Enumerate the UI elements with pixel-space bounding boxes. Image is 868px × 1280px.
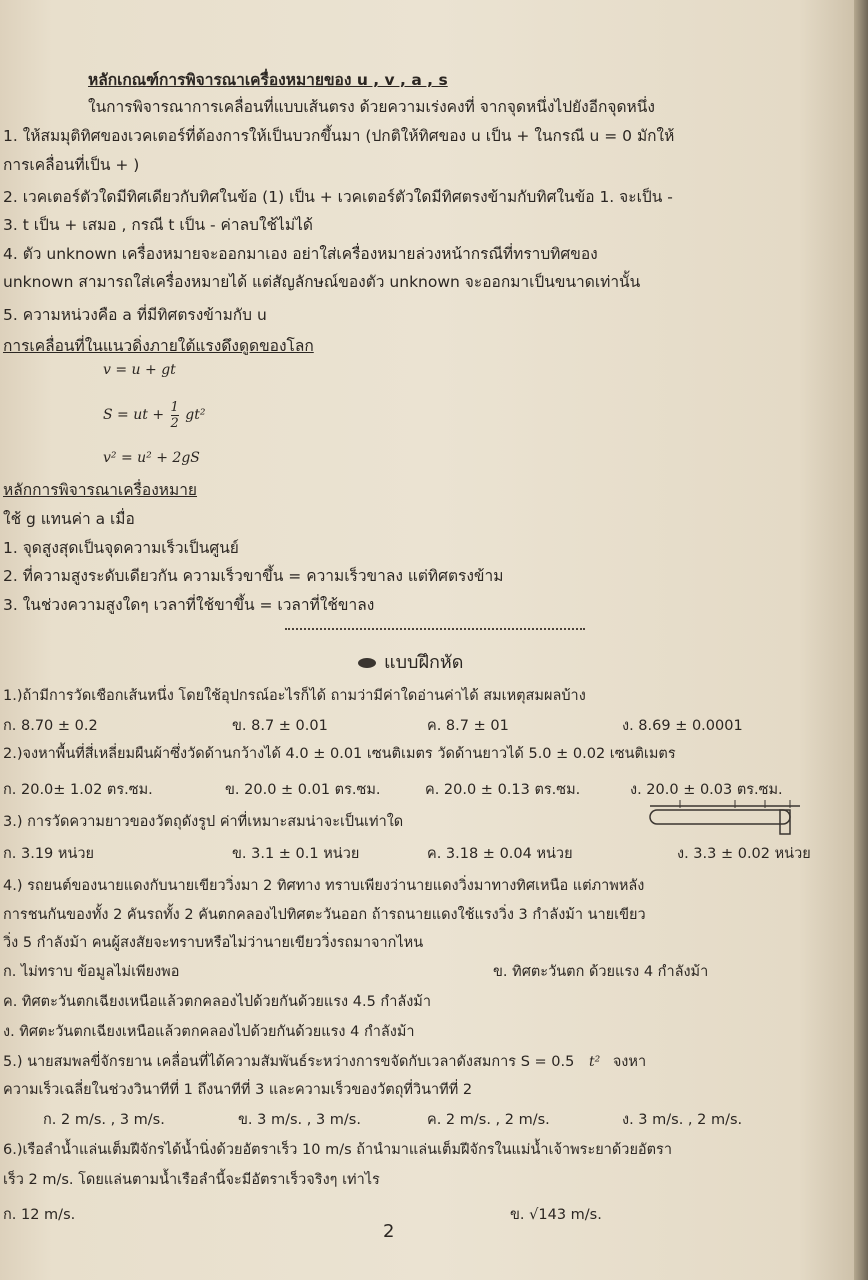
choice: ค. 3.18 ± 0.04 หน่วย xyxy=(427,846,573,862)
eq2-left: S = ut + xyxy=(103,407,165,423)
choice: ก. 3.19 หน่วย xyxy=(3,846,95,862)
heading-vertical-motion: การเคลื่อนที่ในแนวดิ่งภายใต้แรงดึงดูดของโลก xyxy=(3,337,314,355)
question-5-text: 5.) นายสมพลขี่จักรยาน เคลื่อนที่ได้ความสัมพันธ์ระหว่างการขจัดกับเวลาดังสมการ S = 0.5 xyxy=(3,1054,575,1070)
choice: ค. ทิศตะวันตกเฉียงเหนือแล้วตกคลองไปด้วยกันด้วยแรง 4.5 กำลังม้า xyxy=(3,994,431,1010)
page-edge xyxy=(854,0,868,1280)
question-2: 2.)จงหาพื้นที่สี่เหลี่ยมผืนผ้าซึ่งวัดด้านกว้างได้ 4.0 ± 0.01 เซนติเมตร วัดด้านยาวได้ 5.0 ± 0.02 เซนติเมตร xyxy=(3,746,676,762)
choice: ค. 8.7 ± 01 xyxy=(427,718,509,734)
principle-line: 2. ที่ความสูงระดับเดียวกัน ความเร็วขาขึ้น = ความเร็วขาลง แต่ทิศตรงข้าม xyxy=(3,567,504,585)
question-6-line: เร็ว 2 m/s. โดยแล่นตามน้ำเรือลำนี้จะมีอัตราเร็วจริงๆ เท่าไร xyxy=(3,1172,380,1188)
bullet-icon xyxy=(358,658,376,668)
question-5-end: จงหา xyxy=(612,1054,647,1070)
choice: ง. 8.69 ± 0.0001 xyxy=(622,718,743,734)
question-3: 3.) การวัดความยาวของวัตถุดังรูป ค่าที่เหมาะสมน่าจะเป็นเท่าใด xyxy=(3,814,404,830)
question-5-line xyxy=(3,1052,646,1072)
choice: ก. 20.0± 1.02 ตร.ซม. xyxy=(3,782,153,798)
rule-line: 3. t เป็น + เสมอ , กรณี t เป็น - ค่าลบใช้ไม่ได้ xyxy=(3,216,313,234)
choice: ง. 20.0 ± 0.03 ตร.ซม. xyxy=(630,782,783,798)
exercise-title xyxy=(358,652,463,674)
eq2-right: gt² xyxy=(185,407,206,423)
rule-line: 1. ให้สมมุติทิศของเวคเตอร์ที่ต้องการให้เป็นบวกขึ้นมา (ปกติให้ทิศของ u เป็น + ในกรณี u = 0 มักให้ xyxy=(3,127,675,145)
choice: ค. 2 m/s. , 2 m/s. xyxy=(427,1112,550,1128)
principle-line: 3. ในช่วงความสูงใดๆ เวลาที่ใช้ขาขึ้น = เวลาที่ใช้ขาลง xyxy=(3,596,375,614)
heading-sign-rules: หลักเกณฑ์การพิจารณาเครื่องหมายของ u , v , a , s xyxy=(88,71,448,89)
ruler-diagram xyxy=(640,796,815,838)
choice: ข. 8.7 ± 0.01 xyxy=(232,718,328,734)
fraction-numerator: 1 xyxy=(170,399,179,415)
choice: ข. √143 m/s. xyxy=(510,1207,602,1223)
question-4-line: 4.) รถยนต์ของนายแดงกับนายเขียววิ่งมา 2 ทิศทาง ทราบเพียงว่านายแดงวิ่งมาทางทิศเหนือ แต่ภาพหลัง xyxy=(3,878,645,894)
choice: ง. 3.3 ± 0.02 หน่วย xyxy=(677,846,811,862)
choice: ข. 3.1 ± 0.1 หน่วย xyxy=(232,846,360,862)
exercise-title-text: แบบฝึกหัด xyxy=(384,652,464,673)
choice: ก. 2 m/s. , 3 m/s. xyxy=(43,1112,165,1128)
page-number: 2 xyxy=(383,1221,395,1242)
question-1: 1.)ถ้ามีการวัดเชือกเส้นหนึ่ง โดยใช้อุปกรณ์อะไรก็ได้ ถามว่ามีค่าใดอ่านค่าได้ สมเหตุสมผลบ้าง xyxy=(3,688,586,704)
rule-line: 4. ตัว unknown เครื่องหมายจะออกมาเอง อย่าใส่เครื่องหมายล่วงหน้ากรณีที่ทราบทิศของ xyxy=(3,245,598,263)
choice: ก. 8.70 ± 0.2 xyxy=(3,718,98,734)
use-g-text: ใช้ g แทนค่า a เมื่อ xyxy=(3,510,135,528)
equation-velocity-squared: v² = u² + 2gS xyxy=(103,450,200,466)
equation-displacement xyxy=(103,392,205,438)
choice: ก. ไม่ทราบ ข้อมูลไม่เพียงพอ xyxy=(3,964,180,980)
rule-line: unknown สามารถใส่เครื่องหมายได้ แต่สัญลักษณ์ของตัว unknown จะออกมาเป็นขนาดเท่านั้น xyxy=(3,273,641,291)
question-5-line: ความเร็วเฉลี่ยในช่วงวินาทีที่ 1 ถึงนาทีที่ 3 และความเร็วของวัตถุที่วินาทีที่ 2 xyxy=(3,1082,473,1098)
equation-velocity: v = u + gt xyxy=(103,362,176,378)
heading-sign-principles: หลักการพิจารณาเครื่องหมาย xyxy=(3,481,198,499)
choice: ค. 20.0 ± 0.13 ตร.ซม. xyxy=(425,782,581,798)
principle-line: 1. จุดสูงสุดเป็นจุดความเร็วเป็นศูนย์ xyxy=(3,539,239,557)
fraction xyxy=(171,400,179,431)
rule-line: การเคลื่อนที่เป็น + ) xyxy=(3,156,140,174)
intro-text: ในการพิจารณาการเคลื่อนที่แบบเส้นตรง ด้วยความเร่งคงที่ จากจุดหนึ่งไปยังอีกจุดหนึ่ง xyxy=(88,98,655,116)
choice: ข. ทิศตะวันตก ด้วยแรง 4 กำลังม้า xyxy=(493,964,709,980)
rule-line: 5. ความหน่วงคือ a ที่มีทิศตรงข้ามกับ u xyxy=(3,306,267,324)
question-4-line: การชนกันของทั้ง 2 คันรถทั้ง 2 คันตกคลองไปทิศตะวันออก ถ้ารถนายแดงใช้แรงวิ่ง 3 กำลังม้า นายเขียว xyxy=(3,907,646,923)
dotted-divider xyxy=(285,628,585,633)
time-squared: t² xyxy=(588,1054,601,1070)
choice: ข. 3 m/s. , 3 m/s. xyxy=(238,1112,361,1128)
choice: ก. 12 m/s. xyxy=(3,1207,76,1223)
fraction-denominator: 2 xyxy=(170,415,179,431)
rule-line: 2. เวคเตอร์ตัวใดมีทิศเดียวกับทิศในข้อ (1) เป็น + เวคเตอร์ตัวใดมีทิศตรงข้ามกับทิศในข้อ 1. จะเป็น - xyxy=(3,188,673,206)
question-6-line: 6.)เรือลำน้ำแล่นเต็มฝีจักรได้น้ำนิ่งด้วยอัตราเร็ว 10 m/s ถ้านำมาแล่นเต็มฝีจักรในแม่น้ำเจ้าพระยาด้วยอัตรา xyxy=(3,1142,672,1158)
choice: ง. 3 m/s. , 2 m/s. xyxy=(622,1112,743,1128)
question-4-line: วิ่ง 5 กำลังม้า คนผู้สงสัยจะทราบหรือไม่ว่านายเขียววิ่งรถมาจากไหน xyxy=(3,935,424,951)
choice: ง. ทิศตะวันตกเฉียงเหนือแล้วตกคลองไปด้วยกันด้วยแรง 4 กำลังม้า xyxy=(3,1024,415,1040)
choice: ข. 20.0 ± 0.01 ตร.ซม. xyxy=(225,782,381,798)
